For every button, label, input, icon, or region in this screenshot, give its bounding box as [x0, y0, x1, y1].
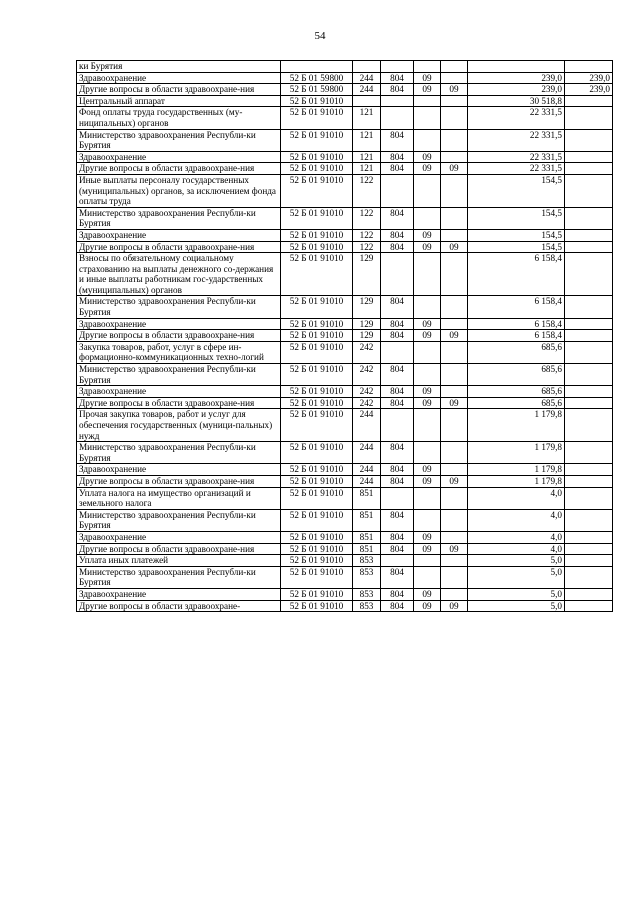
- amount-extra-cell: 239,0: [565, 72, 613, 84]
- target-code-cell: 52 Б 01 91010: [281, 163, 353, 175]
- amount-extra-cell: [565, 555, 613, 567]
- amount-extra-cell: [565, 207, 613, 229]
- amount-cell: 685,6: [468, 386, 565, 398]
- amount-extra-cell: [565, 442, 613, 464]
- amount-extra-cell: [565, 253, 613, 296]
- table-row: [77, 129, 613, 151]
- amount-extra-cell: [565, 509, 613, 531]
- row-name-cell: Закупка товаров, работ, услуг в сфере ин-формационно-коммуникационных техно-логий: [77, 341, 281, 363]
- expense-type-cell: 851: [353, 531, 381, 543]
- expense-type-cell: 122: [353, 207, 381, 229]
- row-name-cell: Министерство здравоохранения Республи-ки Бурятия: [77, 364, 281, 386]
- expense-type-cell: 851: [353, 509, 381, 531]
- section-cell: [414, 409, 441, 442]
- row-name-cell: Министерство здравоохранения Республи-ки Бурятия: [77, 442, 281, 464]
- administrator-cell: 804: [381, 543, 414, 555]
- row-name-cell: Здравоохранение: [77, 464, 281, 476]
- amount-cell: 1 179,8: [468, 464, 565, 476]
- section-cell: [414, 95, 441, 107]
- subsection-cell: [441, 229, 468, 241]
- row-name-cell: Министерство здравоохранения Республи-ки Бурятия: [77, 129, 281, 151]
- section-cell: [414, 364, 441, 386]
- amount-extra-cell: [565, 600, 613, 612]
- target-code-cell: 52 Б 01 91010: [281, 174, 353, 207]
- amount-extra-cell: [565, 566, 613, 588]
- expense-type-cell: 853: [353, 555, 381, 567]
- section-cell: [414, 442, 441, 464]
- table-row: [77, 464, 613, 476]
- table-row: [77, 296, 613, 318]
- section-cell: [414, 207, 441, 229]
- administrator-cell: 804: [381, 296, 414, 318]
- amount-extra-cell: [565, 543, 613, 555]
- target-code-cell: 52 Б 01 91010: [281, 543, 353, 555]
- section-cell: [414, 253, 441, 296]
- administrator-cell: 804: [381, 588, 414, 600]
- table-row: [77, 318, 613, 330]
- subsection-cell: [441, 107, 468, 129]
- table-row: [77, 253, 613, 296]
- subsection-cell: [441, 207, 468, 229]
- subsection-cell: [441, 509, 468, 531]
- amount-extra-cell: [565, 464, 613, 476]
- table-row: [77, 487, 613, 509]
- administrator-cell: 804: [381, 475, 414, 487]
- amount-cell: 6 158,4: [468, 330, 565, 342]
- table-row: [77, 163, 613, 175]
- amount-cell: 154,5: [468, 229, 565, 241]
- expense-type-cell: 129: [353, 253, 381, 296]
- amount-cell: 5,0: [468, 588, 565, 600]
- administrator-cell: 804: [381, 318, 414, 330]
- amount-cell: 5,0: [468, 566, 565, 588]
- expense-type-cell: 853: [353, 566, 381, 588]
- expense-type-cell: 121: [353, 129, 381, 151]
- target-code-cell: 52 Б 01 91010: [281, 409, 353, 442]
- row-name-cell: Центральный аппарат: [77, 95, 281, 107]
- section-cell: [414, 174, 441, 207]
- section-cell: [414, 509, 441, 531]
- expense-type-cell: 244: [353, 409, 381, 442]
- subsection-cell: [441, 588, 468, 600]
- table-row: [77, 95, 613, 107]
- subsection-cell: [441, 296, 468, 318]
- amount-cell: 22 331,5: [468, 129, 565, 151]
- subsection-cell: 09: [441, 241, 468, 253]
- administrator-cell: 804: [381, 207, 414, 229]
- table-row: [77, 241, 613, 253]
- amount-extra-cell: [565, 241, 613, 253]
- administrator-cell: [381, 174, 414, 207]
- subsection-cell: [441, 318, 468, 330]
- administrator-cell: 804: [381, 72, 414, 84]
- amount-extra-cell: [565, 107, 613, 129]
- amount-cell: 4,0: [468, 487, 565, 509]
- amount-cell: [468, 61, 565, 73]
- section-cell: [414, 107, 441, 129]
- table-row: [77, 531, 613, 543]
- administrator-cell: [381, 61, 414, 73]
- administrator-cell: 804: [381, 129, 414, 151]
- section-cell: [414, 61, 441, 73]
- section-cell: 09: [414, 386, 441, 398]
- amount-extra-cell: [565, 330, 613, 342]
- table-row: [77, 509, 613, 531]
- expense-type-cell: 244: [353, 475, 381, 487]
- subsection-cell: [441, 151, 468, 163]
- administrator-cell: 804: [381, 84, 414, 96]
- administrator-cell: 804: [381, 364, 414, 386]
- section-cell: 09: [414, 588, 441, 600]
- target-code-cell: 52 Б 01 91010: [281, 364, 353, 386]
- expense-type-cell: 244: [353, 72, 381, 84]
- administrator-cell: 804: [381, 442, 414, 464]
- table-row: [77, 409, 613, 442]
- section-cell: 09: [414, 464, 441, 476]
- target-code-cell: 52 Б 01 91010: [281, 229, 353, 241]
- table-row: [77, 229, 613, 241]
- target-code-cell: 52 Б 01 91010: [281, 107, 353, 129]
- subsection-cell: 09: [441, 397, 468, 409]
- section-cell: 09: [414, 330, 441, 342]
- row-name-cell: Здравоохранение: [77, 588, 281, 600]
- budget-table-body: [77, 61, 613, 612]
- administrator-cell: 804: [381, 509, 414, 531]
- subsection-cell: [441, 364, 468, 386]
- target-code-cell: 52 Б 01 91010: [281, 509, 353, 531]
- administrator-cell: 804: [381, 464, 414, 476]
- target-code-cell: 52 Б 01 91010: [281, 318, 353, 330]
- row-name-cell: Министерство здравоохранения Республи-ки Бурятия: [77, 509, 281, 531]
- page-number: 54: [314, 30, 326, 42]
- amount-cell: 22 331,5: [468, 163, 565, 175]
- amount-cell: 685,6: [468, 397, 565, 409]
- row-name-cell: Другие вопросы в области здравоохране-ния: [77, 241, 281, 253]
- target-code-cell: 52 Б 01 91010: [281, 442, 353, 464]
- administrator-cell: [381, 95, 414, 107]
- subsection-cell: [441, 409, 468, 442]
- expense-type-cell: 129: [353, 330, 381, 342]
- target-code-cell: 52 Б 01 91010: [281, 253, 353, 296]
- administrator-cell: 804: [381, 151, 414, 163]
- amount-extra-cell: [565, 475, 613, 487]
- amount-extra-cell: [565, 531, 613, 543]
- target-code-cell: 52 Б 01 91010: [281, 330, 353, 342]
- table-row: [77, 107, 613, 129]
- table-row: [77, 588, 613, 600]
- expense-type-cell: 129: [353, 296, 381, 318]
- subsection-cell: 09: [441, 84, 468, 96]
- amount-cell: 1 179,8: [468, 442, 565, 464]
- row-name-cell: Другие вопросы в области здравоохране-: [77, 600, 281, 612]
- amount-cell: 154,5: [468, 174, 565, 207]
- expense-type-cell: 121: [353, 151, 381, 163]
- section-cell: 09: [414, 229, 441, 241]
- target-code-cell: 52 Б 01 91010: [281, 341, 353, 363]
- subsection-cell: [441, 253, 468, 296]
- expense-type-cell: 244: [353, 84, 381, 96]
- table-row: [77, 61, 613, 73]
- table-row: [77, 566, 613, 588]
- target-code-cell: 52 Б 01 59800: [281, 72, 353, 84]
- row-name-cell: Здравоохранение: [77, 151, 281, 163]
- section-cell: 09: [414, 72, 441, 84]
- target-code-cell: 52 Б 01 91010: [281, 555, 353, 567]
- amount-extra-cell: [565, 588, 613, 600]
- target-code-cell: 52 Б 01 91010: [281, 475, 353, 487]
- section-cell: [414, 555, 441, 567]
- amount-cell: 6 158,4: [468, 296, 565, 318]
- subsection-cell: 09: [441, 330, 468, 342]
- amount-cell: 6 158,4: [468, 318, 565, 330]
- expense-type-cell: 851: [353, 487, 381, 509]
- table-row: [77, 555, 613, 567]
- expense-type-cell: 242: [353, 386, 381, 398]
- administrator-cell: 804: [381, 229, 414, 241]
- row-name-cell: Другие вопросы в области здравоохране-ния: [77, 543, 281, 555]
- target-code-cell: 52 Б 01 91010: [281, 95, 353, 107]
- table-row: [77, 341, 613, 363]
- row-name-cell: Министерство здравоохранения Республи-ки Бурятия: [77, 296, 281, 318]
- amount-cell: 239,0: [468, 84, 565, 96]
- amount-extra-cell: [565, 364, 613, 386]
- amount-extra-cell: [565, 174, 613, 207]
- amount-extra-cell: [565, 318, 613, 330]
- row-name-cell: Прочая закупка товаров, работ и услуг для обеспечения государственных (муници-пальных) нужд: [77, 409, 281, 442]
- section-cell: 09: [414, 241, 441, 253]
- row-name-cell: Другие вопросы в области здравоохране-ния: [77, 330, 281, 342]
- expense-type-cell: 244: [353, 464, 381, 476]
- subsection-cell: [441, 129, 468, 151]
- subsection-cell: 09: [441, 163, 468, 175]
- target-code-cell: [281, 61, 353, 73]
- amount-cell: 4,0: [468, 531, 565, 543]
- amount-cell: 239,0: [468, 72, 565, 84]
- subsection-cell: [441, 72, 468, 84]
- section-cell: 09: [414, 475, 441, 487]
- expense-type-cell: 851: [353, 543, 381, 555]
- target-code-cell: 52 Б 01 91010: [281, 207, 353, 229]
- expense-type-cell: 853: [353, 600, 381, 612]
- row-name-cell: Взносы по обязательному социальному страхованию на выплаты денежного со-держания и иные выплаты работникам гос-ударственных (муниципальных) органов: [77, 253, 281, 296]
- target-code-cell: 52 Б 01 91010: [281, 397, 353, 409]
- row-name-cell: ки Бурятия: [77, 61, 281, 73]
- expense-type-cell: 129: [353, 318, 381, 330]
- row-name-cell: Другие вопросы в области здравоохране-ния: [77, 397, 281, 409]
- row-name-cell: Здравоохранение: [77, 318, 281, 330]
- row-name-cell: Уплата иных платежей: [77, 555, 281, 567]
- administrator-cell: [381, 107, 414, 129]
- amount-cell: 5,0: [468, 600, 565, 612]
- administrator-cell: [381, 341, 414, 363]
- expense-type-cell: 121: [353, 107, 381, 129]
- amount-cell: 154,5: [468, 241, 565, 253]
- administrator-cell: [381, 409, 414, 442]
- row-name-cell: Министерство здравоохранения Республи-ки Бурятия: [77, 566, 281, 588]
- table-row: [77, 475, 613, 487]
- amount-extra-cell: [565, 129, 613, 151]
- row-name-cell: Здравоохранение: [77, 229, 281, 241]
- table-row: [77, 84, 613, 96]
- administrator-cell: 804: [381, 600, 414, 612]
- amount-cell: 1 179,8: [468, 475, 565, 487]
- administrator-cell: 804: [381, 397, 414, 409]
- table-row: [77, 151, 613, 163]
- expense-type-cell: 122: [353, 241, 381, 253]
- expense-type-cell: 242: [353, 364, 381, 386]
- amount-extra-cell: [565, 95, 613, 107]
- target-code-cell: 52 Б 01 91010: [281, 531, 353, 543]
- row-name-cell: Фонд оплаты труда государственных (му-ниципальных) органов: [77, 107, 281, 129]
- administrator-cell: 804: [381, 330, 414, 342]
- amount-extra-cell: [565, 151, 613, 163]
- subsection-cell: [441, 61, 468, 73]
- row-name-cell: Здравоохранение: [77, 72, 281, 84]
- amount-extra-cell: [565, 163, 613, 175]
- table-row: [77, 543, 613, 555]
- target-code-cell: 52 Б 01 91010: [281, 151, 353, 163]
- section-cell: 09: [414, 163, 441, 175]
- section-cell: 09: [414, 543, 441, 555]
- administrator-cell: [381, 253, 414, 296]
- amount-cell: 5,0: [468, 555, 565, 567]
- section-cell: 09: [414, 151, 441, 163]
- section-cell: 09: [414, 397, 441, 409]
- amount-extra-cell: 239,0: [565, 84, 613, 96]
- expense-type-cell: [353, 61, 381, 73]
- subsection-cell: [441, 442, 468, 464]
- row-name-cell: Министерство здравоохранения Республи-ки Бурятия: [77, 207, 281, 229]
- subsection-cell: [441, 174, 468, 207]
- expense-type-cell: 122: [353, 229, 381, 241]
- amount-cell: 30 518,8: [468, 95, 565, 107]
- expense-type-cell: [353, 95, 381, 107]
- row-name-cell: Уплата налога на имущество организаций и земельного налога: [77, 487, 281, 509]
- table-row: [77, 330, 613, 342]
- amount-extra-cell: [565, 229, 613, 241]
- section-cell: [414, 341, 441, 363]
- section-cell: [414, 129, 441, 151]
- table-row: [77, 386, 613, 398]
- amount-extra-cell: [565, 296, 613, 318]
- amount-extra-cell: [565, 397, 613, 409]
- administrator-cell: 804: [381, 386, 414, 398]
- table-row: [77, 442, 613, 464]
- amount-extra-cell: [565, 61, 613, 73]
- expense-type-cell: 122: [353, 174, 381, 207]
- target-code-cell: 52 Б 01 91010: [281, 487, 353, 509]
- expense-type-cell: 244: [353, 442, 381, 464]
- amount-cell: 22 331,5: [468, 107, 565, 129]
- target-code-cell: 52 Б 01 91010: [281, 129, 353, 151]
- subsection-cell: [441, 566, 468, 588]
- table-row: [77, 72, 613, 84]
- subsection-cell: 09: [441, 543, 468, 555]
- amount-cell: 4,0: [468, 543, 565, 555]
- row-name-cell: Иные выплаты персоналу государственных (муниципальных) органов, за исключением фонда оплаты труда: [77, 174, 281, 207]
- amount-cell: 154,5: [468, 207, 565, 229]
- row-name-cell: Другие вопросы в области здравоохране-ния: [77, 475, 281, 487]
- administrator-cell: 804: [381, 241, 414, 253]
- amount-cell: 6 158,4: [468, 253, 565, 296]
- section-cell: 09: [414, 84, 441, 96]
- amount-cell: 1 179,8: [468, 409, 565, 442]
- table-row: [77, 207, 613, 229]
- budget-table: [76, 60, 613, 612]
- target-code-cell: 52 Б 01 91010: [281, 464, 353, 476]
- target-code-cell: 52 Б 01 91010: [281, 386, 353, 398]
- administrator-cell: 804: [381, 566, 414, 588]
- expense-type-cell: 242: [353, 397, 381, 409]
- section-cell: 09: [414, 531, 441, 543]
- administrator-cell: [381, 555, 414, 567]
- target-code-cell: 52 Б 01 59800: [281, 84, 353, 96]
- row-name-cell: Другие вопросы в области здравоохране-ния: [77, 163, 281, 175]
- section-cell: 09: [414, 600, 441, 612]
- section-cell: [414, 566, 441, 588]
- subsection-cell: [441, 487, 468, 509]
- amount-extra-cell: [565, 487, 613, 509]
- table-row: [77, 364, 613, 386]
- target-code-cell: 52 Б 01 91010: [281, 241, 353, 253]
- table-row: [77, 397, 613, 409]
- section-cell: [414, 296, 441, 318]
- subsection-cell: [441, 95, 468, 107]
- expense-type-cell: 121: [353, 163, 381, 175]
- expense-type-cell: 853: [353, 588, 381, 600]
- administrator-cell: [381, 487, 414, 509]
- target-code-cell: 52 Б 01 91010: [281, 566, 353, 588]
- amount-extra-cell: [565, 386, 613, 398]
- amount-cell: 685,6: [468, 364, 565, 386]
- table-row: [77, 174, 613, 207]
- subsection-cell: [441, 531, 468, 543]
- section-cell: 09: [414, 318, 441, 330]
- row-name-cell: Здравоохранение: [77, 531, 281, 543]
- subsection-cell: [441, 555, 468, 567]
- expense-type-cell: 242: [353, 341, 381, 363]
- subsection-cell: [441, 386, 468, 398]
- subsection-cell: [441, 341, 468, 363]
- amount-cell: 22 331,5: [468, 151, 565, 163]
- subsection-cell: 09: [441, 600, 468, 612]
- table-row: [77, 600, 613, 612]
- amount-extra-cell: [565, 409, 613, 442]
- subsection-cell: 09: [441, 475, 468, 487]
- section-cell: [414, 487, 441, 509]
- amount-cell: 685,6: [468, 341, 565, 363]
- subsection-cell: [441, 464, 468, 476]
- amount-cell: 4,0: [468, 509, 565, 531]
- administrator-cell: 804: [381, 531, 414, 543]
- target-code-cell: 52 Б 01 91010: [281, 588, 353, 600]
- row-name-cell: Другие вопросы в области здравоохране-ния: [77, 84, 281, 96]
- administrator-cell: 804: [381, 163, 414, 175]
- target-code-cell: 52 Б 01 91010: [281, 600, 353, 612]
- target-code-cell: 52 Б 01 91010: [281, 296, 353, 318]
- row-name-cell: Здравоохранение: [77, 386, 281, 398]
- amount-extra-cell: [565, 341, 613, 363]
